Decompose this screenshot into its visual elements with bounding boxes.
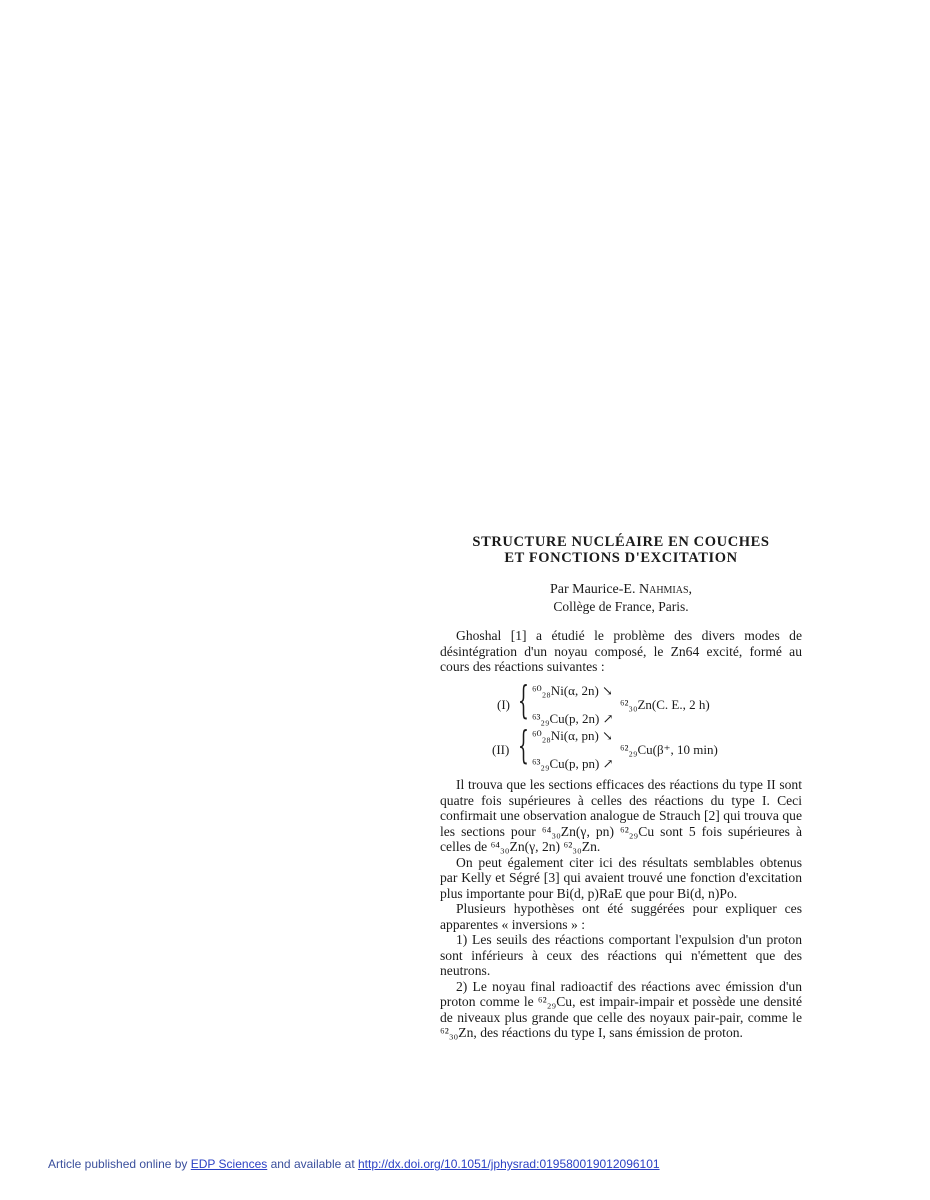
footer-prefix: Article published online by: [48, 1157, 191, 1171]
author-surname: Nahmias,: [638, 582, 693, 597]
paragraph-2: Il trouva que les sections efficaces des réactions du type II sont quatre fois supérieures à celles des réactions du type I. Ceci confirmait une observation analogue de Strauch [2] qui trouva que les sections pour ⁶⁴₃₀Zn(γ, pn) ⁶²₂₉Cu sont 5 fois supérieures à celles de ⁶⁴₃₀Zn(γ, 2n) ⁶²₃₀Zn.: [440, 777, 802, 854]
paragraph-5: 1) Les seuils des réactions comportant l'expulsion d'un proton sont inférieurs à ceux des réactions qui n'émettent que des neutrons.: [440, 932, 802, 978]
publication-footer: [48, 1157, 660, 1171]
paragraph-4: Plusieurs hypothèses ont été suggérées pour expliquer ces apparentes « inversions » :: [440, 901, 802, 932]
paragraph-1: [440, 628, 802, 675]
byline: [440, 582, 802, 598]
brace-II: {: [518, 723, 529, 767]
reaction-I-product: ⁶²₃₀Zn(C. E., 2 h): [620, 697, 710, 712]
doi-link[interactable]: http://dx.doi.org/10.1051/jphysrad:019580019012096101: [357, 1157, 660, 1171]
paragraph-6: 2) Le noyau final radioactif des réactions avec émission d'un proton comme le ⁶²₂₉Cu, est impair-impair et possède une densité de niveaux plus grande que celle des noyaux pair-pair, comme le ⁶²₃₀Zn, des réactions du type I, sans émission de proton.: [440, 978, 802, 1040]
reaction-I-b: ⁶³₂₉Cu(p, 2n) ↗: [532, 711, 614, 726]
affiliation: Collège de France, Paris.: [553, 599, 689, 614]
footer-middle: and available at: [267, 1157, 358, 1171]
publisher-link[interactable]: EDP Sciences: [190, 1157, 268, 1171]
body-text: [440, 777, 802, 1041]
reaction-I-a: ⁶⁰₂₈Ni(α, 2n) ↘: [532, 683, 613, 698]
brace-I: {: [518, 678, 529, 722]
reaction-II-product: ⁶²₂₉Cu(β⁺, 10 min): [620, 742, 718, 757]
paragraph-3: On peut également citer ici des résultats semblables obtenus par Kelly et Ségré [3] qui avaient trouvé une fonction d'excitation plus importante pour Bi(d, p)RaE que pour Bi(d, n)Po.: [440, 854, 802, 901]
article-title-line-2: ET FONCTIONS D'EXCITATION: [504, 550, 738, 566]
reaction-label-I: (I): [497, 697, 510, 712]
reaction-II-a: ⁶⁰₂₈Ni(α, pn) ↘: [532, 728, 613, 743]
reaction-label-II: (II): [492, 742, 510, 757]
paragraph-1-text: Ghoshal [1] a étudié le problème des divers modes de désintégration d'un noyau composé, le Zn64 excité, formé au cours des réactions suivantes :: [440, 628, 802, 674]
article-title-line-1: STRUCTURE NUCLÉAIRE EN COUCHES: [472, 534, 770, 550]
byline-prefix: Par Maurice-E.: [549, 582, 639, 597]
reaction-II-b: ⁶³₂₉Cu(p, pn) ↗: [532, 756, 614, 771]
